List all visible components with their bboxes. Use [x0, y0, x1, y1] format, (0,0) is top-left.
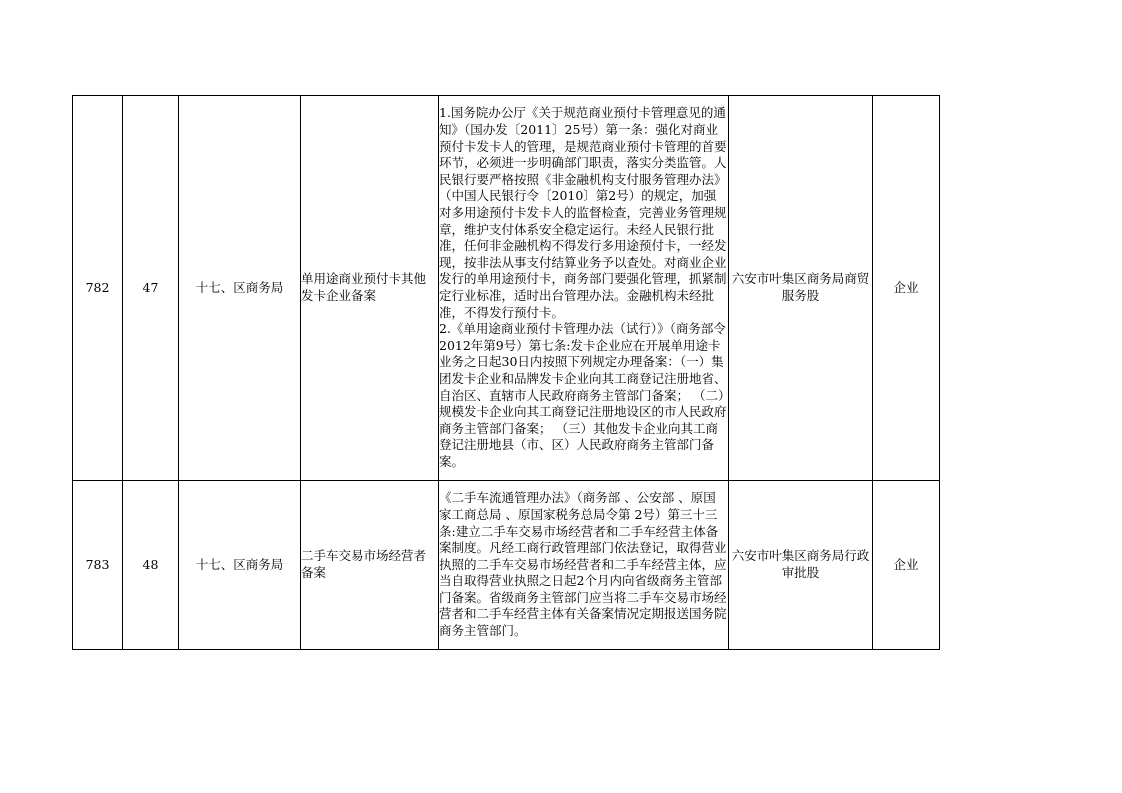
- item-name-cell: 单用途商业预付卡其他发卡企业备案: [301, 96, 439, 481]
- records-table: [72, 95, 940, 650]
- item-name-cell: 二手车交易市场经营者备案: [301, 481, 439, 650]
- department-cell: 十七、区商务局: [179, 481, 301, 650]
- sub-serial-cell: 47: [123, 96, 179, 481]
- sub-serial-cell: 48: [123, 481, 179, 650]
- serial-number-cell: 782: [73, 96, 123, 481]
- department-cell: 十七、区商务局: [179, 96, 301, 481]
- legal-basis-cell: 1.国务院办公厅《关于规范商业预付卡管理意见的通知》（国办发〔2011〕25号）第一条：强化对商业预付卡发卡人的管理，是规范商业预付卡管理的首要环节，必须进一步明确部门职责，落实分类监管。人民银行要严格按照《非金融机构支付服务管理办法》（中国人民银行令〔2010〕第2号）的规定，加强对多用途预付卡发卡人的监督检查，完善业务管理规章，维护支付体系安全稳定运行。未经人民银行批准，任何非金融机构不得发行多用途预付卡，一经发现，按非法从事支付结算业务予以查处。对商业企业发行的单用途预付卡，商务部门要强化管理，抓紧制定行业标准，适时出台管理办法。金融机构未经批准，不得发行预付卡。 2.《单用途商业预付卡管理办法（试行）》（商务部令2012年第9号）第七条:发卡企业应在开展单用途卡业务之日起30日内按照下列规定办理备案：（一）集团发卡企业和品牌发卡企业向其工商登记注册地省、自治区、直辖市人民政府商务主管部门备案； （二）规模发卡企业向其工商登记注册地设区的市人民政府商务主管部门备案； （三）其他发卡企业向其工商登记注册地县（市、区）人民政府商务主管部门备案。: [439, 96, 729, 481]
- responsible-unit-cell: 六安市叶集区商务局行政审批股: [729, 481, 873, 650]
- serial-number-cell: 783: [73, 481, 123, 650]
- table-row: [73, 481, 940, 650]
- target-cell: 企业: [873, 96, 940, 481]
- legal-basis-cell: 《二手车流通管理办法》（商务部 、公安部 、原国家工商总局 、原国家税务总局令第 2号）第三十三条:建立二手车交易市场经营者和二手车经营主体备案制度。凡经工商行政管理部门依法登记，取得营业执照的二手车交易市场经营者和二手车经营主体，应当自取得营业执照之日起2个月内向省级商务主管部门备案。省级商务主管部门应当将二手车交易市场经营者和二手车经营主体有关备案情况定期报送国务院商务主管部门。: [439, 481, 729, 650]
- responsible-unit-cell: 六安市叶集区商务局商贸服务股: [729, 96, 873, 481]
- table-row: [73, 96, 940, 481]
- target-cell: 企业: [873, 481, 940, 650]
